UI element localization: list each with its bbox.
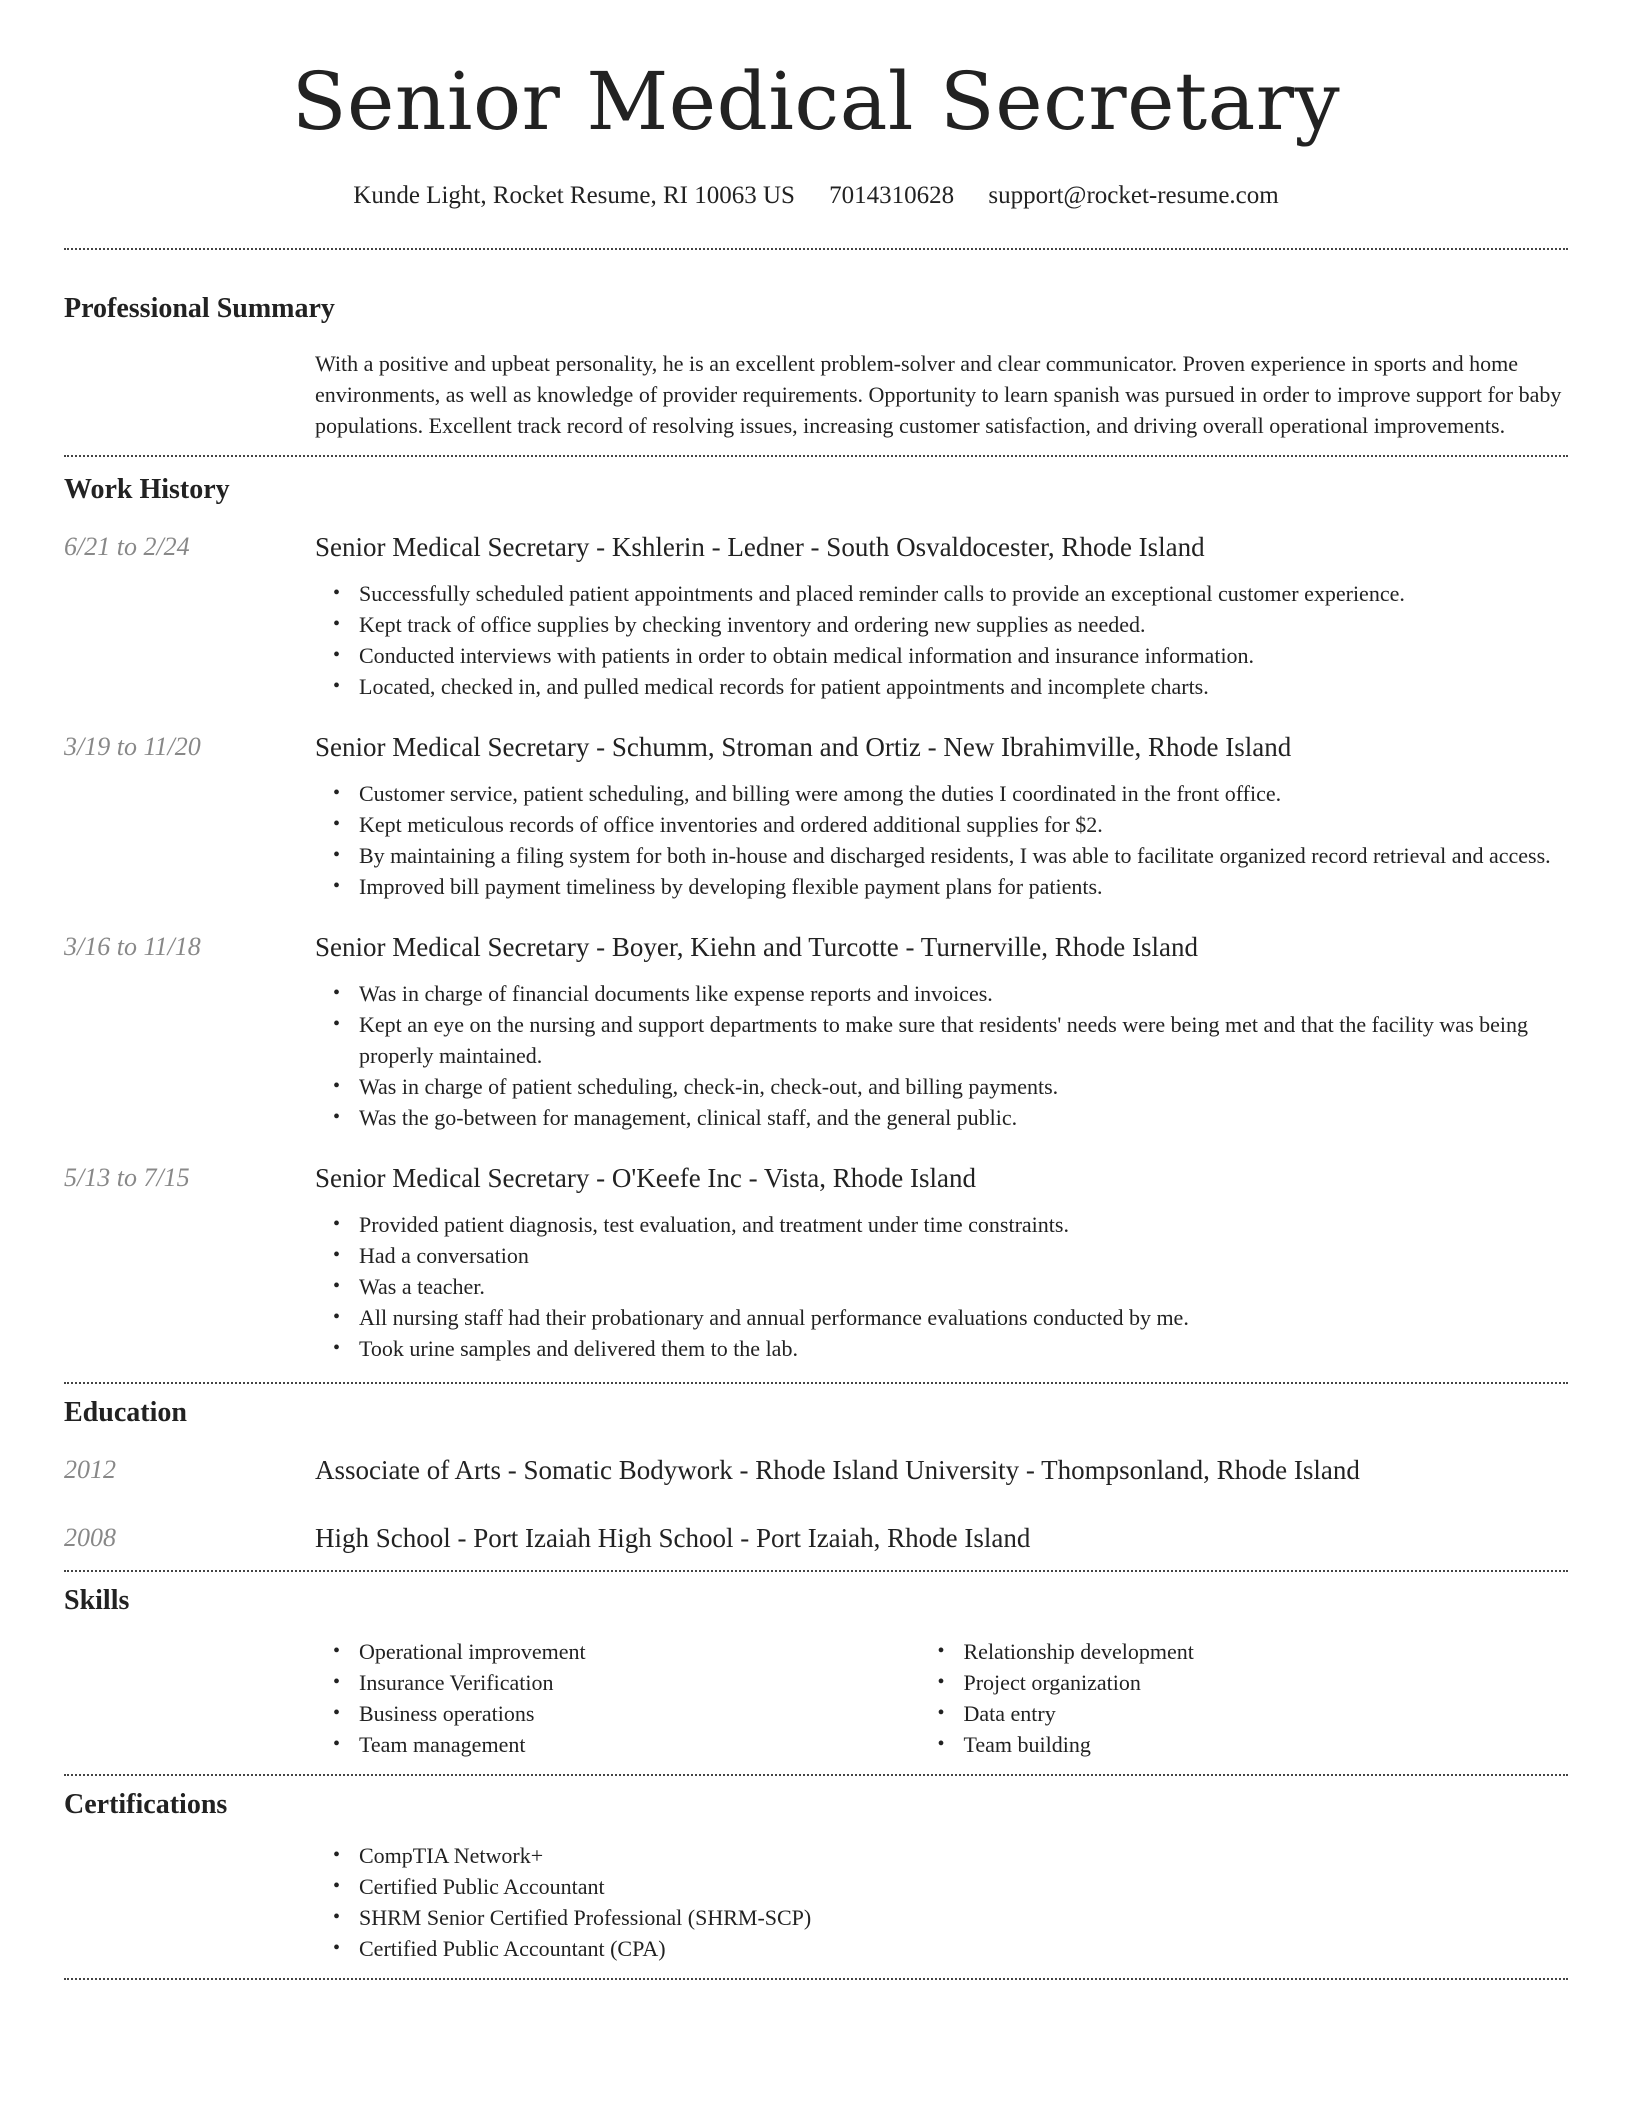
job-title: Senior Medical Secretary: [315, 1163, 590, 1193]
job-title: Senior Medical Secretary: [315, 932, 590, 962]
job-dates: 5/13 to 7/15: [64, 1163, 190, 1192]
job-headline: [315, 729, 1291, 765]
education-headline: [315, 1452, 1360, 1488]
job-employer: - O'Keefe Inc - Vista, Rhode Island: [589, 1163, 977, 1193]
divider: [64, 248, 1568, 250]
job-title: Senior Medical Secretary: [315, 532, 590, 562]
job-entry: [64, 729, 1568, 902]
divider: [64, 455, 1568, 457]
summary-text: With a positive and upbeat personality, he is an excellent problem-solver and clear communicator. Proven experience in sports and home environments, as well as knowledge of provider requirements. Opportunity to learn spanish was pursued in order to improve support for baby populations. Excellent track record of resolving issues, increasing customer satisfaction, and driving overall operational improvements.: [315, 351, 1562, 438]
education-degree: High School: [315, 1523, 451, 1553]
work-section: [64, 473, 1568, 1364]
certifications-section: [64, 1788, 1568, 1964]
education-headline: [315, 1520, 1030, 1556]
divider: [64, 1774, 1568, 1776]
job-title: Senior Medical Secretary: [315, 732, 590, 762]
job-headline: [315, 1160, 976, 1196]
list-item: • Customer service, patient scheduling, and billing were among the duties I coordinated in the front office.: [359, 778, 1568, 809]
list-item: • Was in charge of patient scheduling, check-in, check-out, and billing payments.: [359, 1071, 1568, 1102]
list-item: • Located, checked in, and pulled medical records for patient appointments and incomplete charts.: [359, 671, 1568, 702]
education-school: - Rhode Island University - Thompsonland, Rhode Island: [732, 1455, 1360, 1485]
list-item: • By maintaining a filing system for both in-house and discharged residents, I was able to facilitate organized record retrieval and access.: [359, 840, 1568, 871]
list-item: • Provided patient diagnosis, test evaluation, and treatment under time constraints.: [359, 1209, 1568, 1240]
job-employer: - Kshlerin - Ledner - South Osvaldocester, Rhode Island: [589, 532, 1205, 562]
skills-grid: [359, 1636, 1568, 1760]
divider: [64, 1570, 1568, 1572]
education-year: 2008: [64, 1523, 116, 1552]
job-headline: [315, 529, 1205, 565]
skill-item: • Operational improvement: [359, 1636, 964, 1667]
skill-item: • Relationship development: [964, 1636, 1569, 1667]
list-item: • Was the go-between for management, clinical staff, and the general public.: [359, 1102, 1568, 1133]
section-heading-education: Education: [64, 1397, 187, 1428]
list-item: • Kept an eye on the nursing and support departments to make sure that residents' needs were being met and that the facility was being properly maintained.: [359, 1009, 1568, 1071]
certification-item: • SHRM Senior Certified Professional (SHRM-SCP): [359, 1902, 1568, 1933]
job-bullets: [64, 578, 1568, 702]
contact-line: [64, 178, 1568, 214]
list-item: • Was a teacher.: [359, 1271, 1568, 1302]
divider: [64, 1382, 1568, 1384]
skill-item: • Data entry: [964, 1698, 1569, 1729]
certification-list: [64, 1840, 1568, 1964]
contact-phone: 7014310628: [829, 182, 955, 209]
job-entry: [64, 529, 1568, 702]
skill-item: • Team building: [964, 1729, 1569, 1760]
certification-item: • CompTIA Network+: [359, 1840, 1568, 1871]
job-entry: [64, 929, 1568, 1133]
education-entry: [64, 1520, 1568, 1556]
list-item: • Took urine samples and delivered them to the lab.: [359, 1333, 1568, 1364]
skills-column-left: [359, 1636, 964, 1760]
list-item: • Had a conversation: [359, 1240, 1568, 1271]
job-bullets: [64, 978, 1568, 1133]
education-entry: [64, 1452, 1568, 1488]
job-bullets: [64, 1209, 1568, 1364]
list-item: • All nursing staff had their probationary and annual performance evaluations conducted by me.: [359, 1302, 1568, 1333]
skills-column-right: [964, 1636, 1569, 1760]
skill-item: • Business operations: [359, 1698, 964, 1729]
education-school: - Port Izaiah High School - Port Izaiah, Rhode Island: [450, 1523, 1031, 1553]
contact-address: Kunde Light, Rocket Resume, RI 10063 US: [353, 182, 795, 209]
divider: [64, 1978, 1568, 1980]
certification-item: • Certified Public Accountant (CPA): [359, 1933, 1568, 1964]
job-dates: 6/21 to 2/24: [64, 532, 190, 561]
job-entry: [64, 1160, 1568, 1364]
skill-item: • Insurance Verification: [359, 1667, 964, 1698]
list-item: • Improved bill payment timeliness by developing flexible payment plans for patients.: [359, 871, 1568, 902]
section-heading-summary: Professional Summary: [64, 293, 335, 324]
job-headline: [315, 929, 1198, 965]
section-heading-skills: Skills: [64, 1585, 130, 1616]
list-item: • Was in charge of financial documents like expense reports and invoices.: [359, 978, 1568, 1009]
job-dates: 3/19 to 11/20: [64, 732, 201, 761]
list-item: • Conducted interviews with patients in order to obtain medical information and insurance information.: [359, 640, 1568, 671]
job-dates: 3/16 to 11/18: [64, 932, 201, 961]
list-item: • Kept track of office supplies by checking inventory and ordering new supplies as needed.: [359, 609, 1568, 640]
job-employer: - Schumm, Stroman and Ortiz - New Ibrahimville, Rhode Island: [589, 732, 1292, 762]
skill-item: • Team management: [359, 1729, 964, 1760]
certification-item: • Certified Public Accountant: [359, 1871, 1568, 1902]
list-item: • Successfully scheduled patient appointments and placed reminder calls to provide an exceptional customer experience.: [359, 578, 1568, 609]
skills-section: [64, 1584, 1568, 1760]
job-bullets: [64, 778, 1568, 902]
education-year: 2012: [64, 1455, 116, 1484]
list-item: • Kept meticulous records of office inventories and ordered additional supplies for $2.: [359, 809, 1568, 840]
contact-email: support@rocket-resume.com: [988, 182, 1279, 209]
section-heading-certifications: Certifications: [64, 1789, 228, 1820]
skill-item: • Project organization: [964, 1667, 1569, 1698]
section-heading-work: Work History: [64, 474, 230, 505]
summary-section: [64, 292, 1568, 441]
education-section: [64, 1396, 1568, 1556]
education-degree: Associate of Arts - Somatic Bodywork: [315, 1455, 733, 1485]
resume-title: Senior Medical Secretary: [291, 55, 1341, 148]
job-employer: - Boyer, Kiehn and Turcotte - Turnerville, Rhode Island: [589, 932, 1198, 962]
